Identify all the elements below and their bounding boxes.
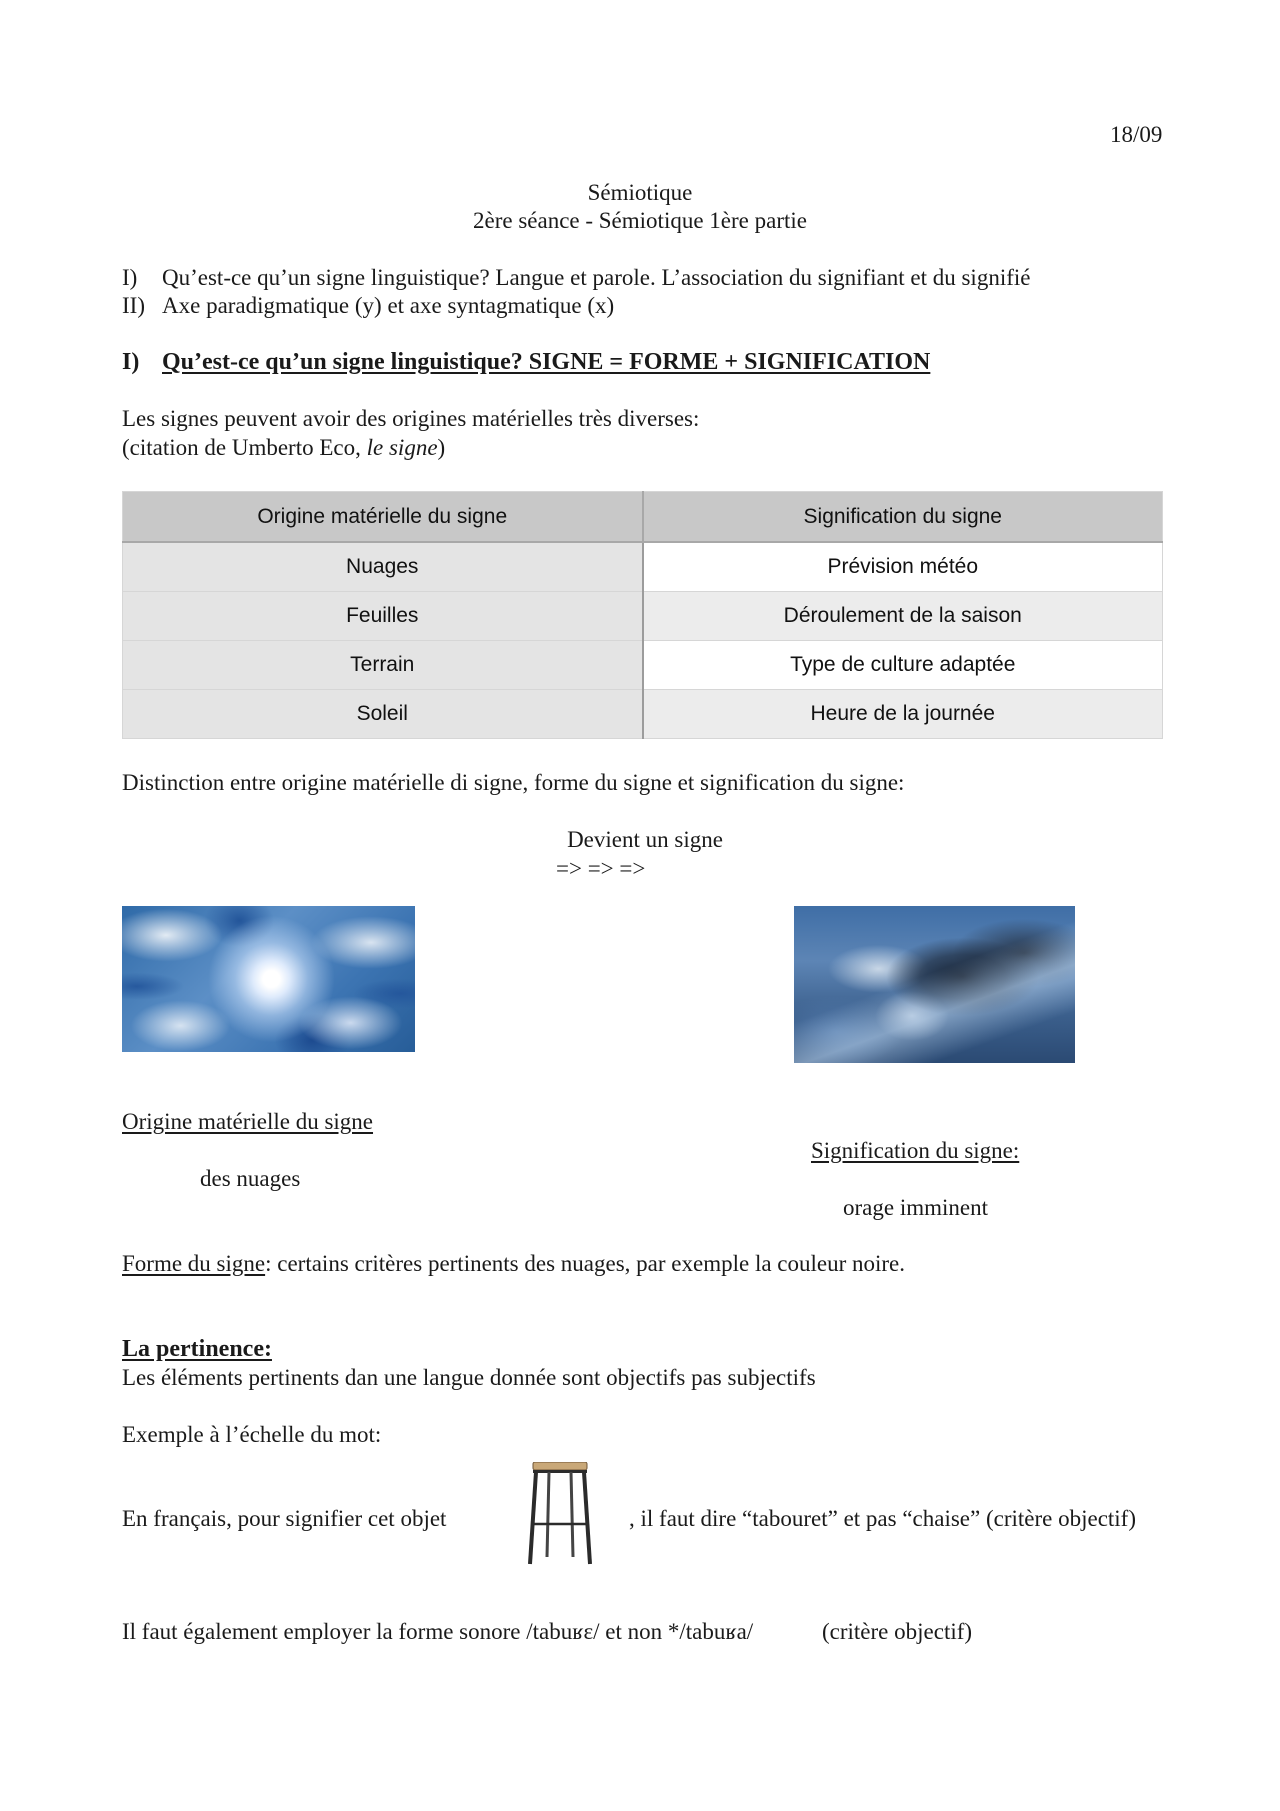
- table-row: [123, 690, 1163, 739]
- table-cell-signification: Type de culture adaptée: [643, 641, 1163, 690]
- table-cell-signification: Prévision météo: [643, 542, 1163, 592]
- arrow-glyphs: => => =>: [556, 856, 646, 881]
- table-header-signification: Signification du signe: [643, 492, 1163, 543]
- table-header-row: [123, 492, 1163, 543]
- stool-icon: [525, 1462, 595, 1566]
- sunny-clouds-image: [122, 906, 415, 1052]
- table-cell-origin: Nuages: [123, 542, 643, 592]
- page-date: 18/09: [1110, 122, 1163, 147]
- outline-item-2: Axe paradigmatique (y) et axe syntagmatique (x): [162, 293, 615, 318]
- example-label: Exemple à l’échelle du mot:: [122, 1422, 382, 1447]
- table-row: [123, 592, 1163, 641]
- doc-title: Sémiotique: [587, 180, 693, 205]
- pertinence-heading: La pertinence:: [122, 1336, 272, 1362]
- signification-value: orage imminent: [843, 1195, 988, 1220]
- origin-label: Origine matérielle du signe: [122, 1109, 374, 1134]
- distinction-text: Distinction entre origine matérielle di signe, forme du signe et signification du signe:: [122, 770, 905, 795]
- citation-prefix: (citation de Umberto Eco,: [122, 435, 367, 460]
- table-row: [123, 641, 1163, 690]
- outline-item-1: Qu’est-ce qu’un signe linguistique? Langue et parole. L’association du signifiant et du signifié: [162, 265, 1031, 290]
- section-heading: Qu’est-ce qu’un signe linguistique? SIGNE = FORME + SIGNIFICATION: [162, 349, 931, 375]
- sentence-before: En français, pour signifier cet objet: [122, 1506, 447, 1531]
- sonore-text: Il faut également employer la forme sonore /tabuʁɛ/ et non */tabuʁa/: [122, 1619, 754, 1644]
- table-cell-signification: Heure de la journée: [643, 690, 1163, 739]
- intro-line-2: [122, 435, 445, 461]
- table-row: [123, 542, 1163, 592]
- sonore-note: (critère objectif): [822, 1619, 973, 1644]
- forme-label: Forme du signe: [122, 1251, 266, 1276]
- table-cell-signification: Déroulement de la saison: [643, 592, 1163, 641]
- origin-value: des nuages: [200, 1166, 301, 1191]
- table-cell-origin: Soleil: [123, 690, 643, 739]
- forme-line: [122, 1251, 905, 1277]
- arrow-label: Devient un signe: [567, 827, 723, 852]
- section-number: I): [122, 349, 140, 375]
- table-cell-origin: Feuilles: [123, 592, 643, 641]
- doc-subtitle: 2ère séance - Sémiotique 1ère partie: [473, 208, 807, 233]
- outline-num-2: II): [122, 293, 145, 318]
- intro-line-1: Les signes peuvent avoir des origines matérielles très diverses:: [122, 406, 700, 431]
- storm-clouds-image: [794, 906, 1075, 1063]
- signification-label: Signification du signe:: [811, 1138, 1020, 1163]
- table-cell-origin: Terrain: [123, 641, 643, 690]
- citation-title: le signe: [366, 435, 438, 460]
- sentence-after: , il faut dire “tabouret” et pas “chaise” (critère objectif): [629, 1506, 1136, 1531]
- pertinence-text: Les éléments pertinents dan une langue donnée sont objectifs pas subjectifs: [122, 1365, 816, 1390]
- forme-text: : certains critères pertinents des nuages, par exemple la couleur noire.: [265, 1251, 906, 1276]
- sign-origins-table: [122, 491, 1163, 739]
- outline-num-1: I): [122, 265, 138, 290]
- citation-suffix: ): [437, 435, 446, 460]
- table-header-origin: Origine matérielle du signe: [123, 492, 643, 543]
